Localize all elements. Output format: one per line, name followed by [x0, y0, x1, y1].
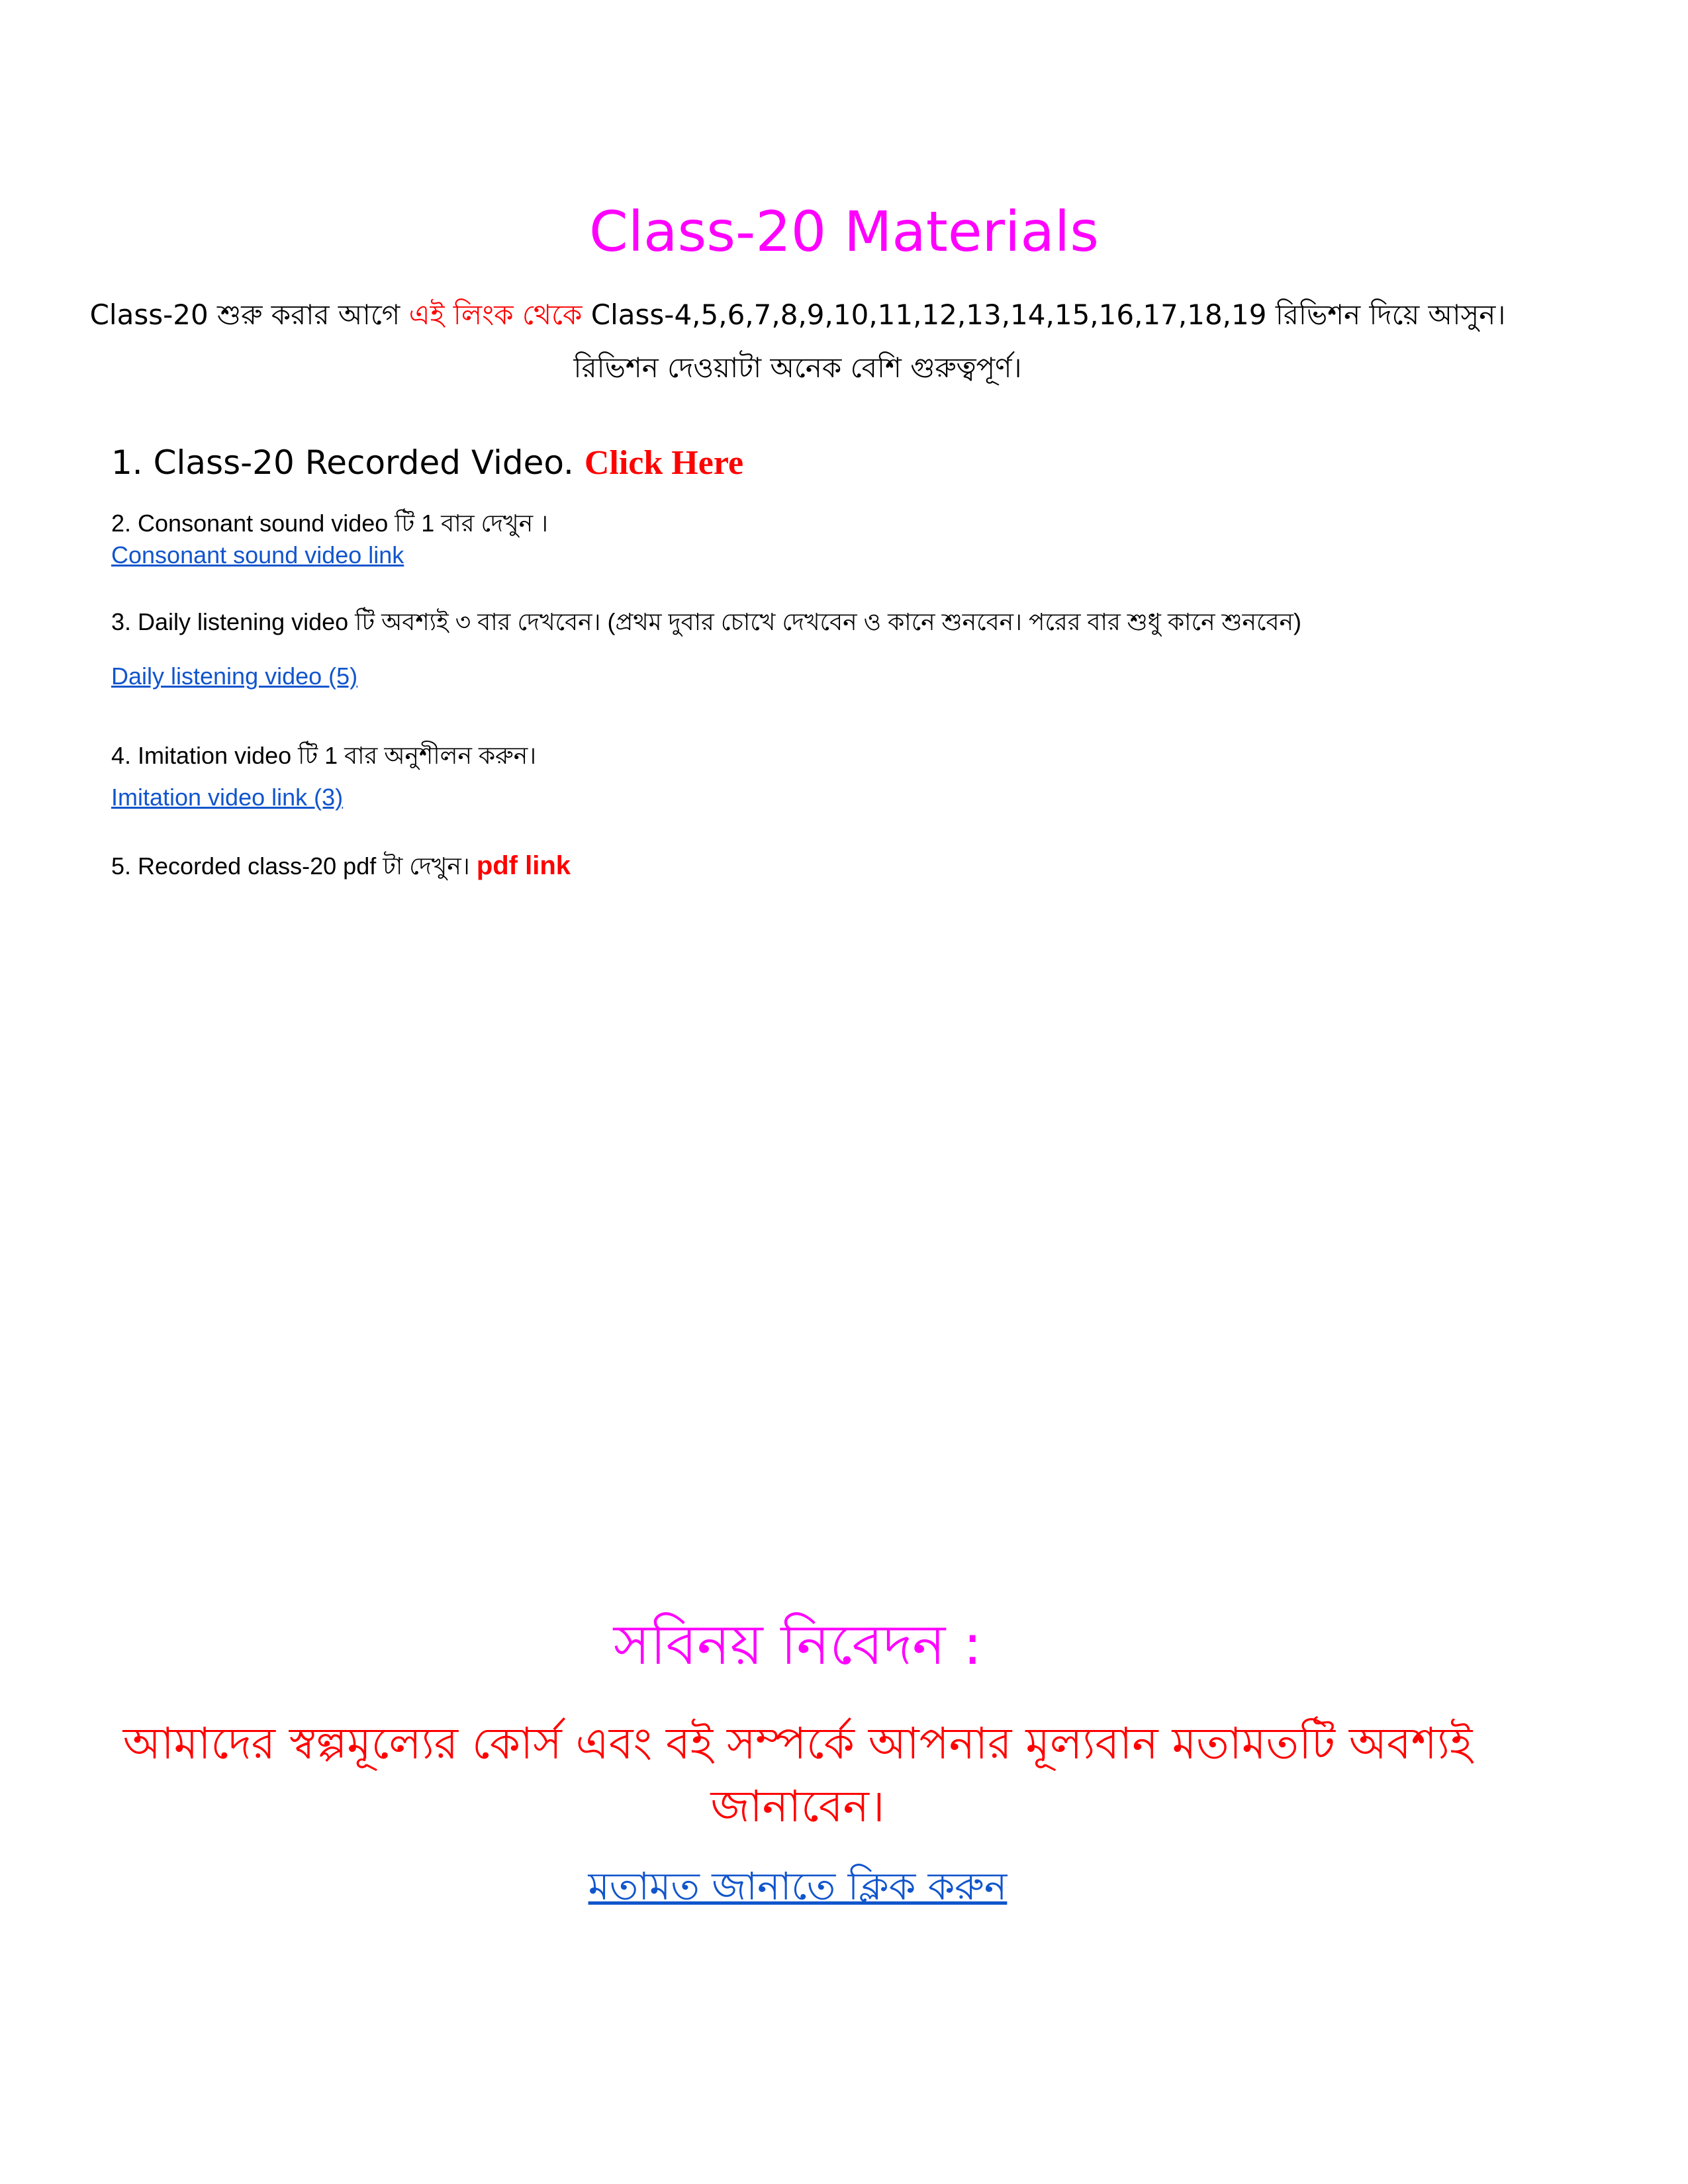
- pdf-link[interactable]: pdf link: [476, 851, 571, 880]
- imitation-video-link[interactable]: Imitation video link (3): [111, 784, 344, 811]
- item-2-link-row: [111, 539, 404, 572]
- item-3-text: 3. Daily listening video টি অবশ্যই ৩ বার দেখবেন। (প্রথম দুবার চোখে দেখবেন ও কানে শুনবেন। পরের বার শুধু কানে শুনবেন): [111, 608, 1302, 635]
- item-4-link-row: [111, 781, 343, 814]
- item-5: [111, 849, 571, 883]
- item-5-text: 5. Recorded class-20 pdf টা দেখুন।: [111, 852, 477, 880]
- daily-listening-video-link[interactable]: Daily listening video (5): [111, 662, 358, 690]
- request-line-2: জানাবেন।: [710, 1781, 885, 1832]
- item-1: [111, 439, 743, 486]
- intro-prefix: Class-20 শুরু করার আগে: [89, 298, 409, 331]
- item-3-link-row: [111, 660, 357, 693]
- intro-line-2: রিভিশন দেওয়াটা অনেক বেশি গুরুত্বপূর্ণ।: [573, 351, 1022, 384]
- revision-link[interactable]: এই লিংক থেকে: [408, 298, 583, 331]
- item-1-text: 1. Class-20 Recorded Video.: [111, 443, 585, 482]
- page-title: Class-20 Materials: [589, 199, 1099, 264]
- item-2-text: 2. Consonant sound video টি 1 বার দেখুন ।: [111, 510, 549, 537]
- feedback-row: [0, 1856, 1595, 1916]
- request-line-1: আমাদের স্বল্পমূল্যের কোর্স এবং বই সম্পর্কে আপনার মূল্যবান মতামতটি অবশ্যই: [122, 1718, 1473, 1769]
- consonant-sound-video-link[interactable]: Consonant sound video link: [111, 541, 404, 569]
- request-heading: সবিনয় নিবেদন :: [613, 1612, 982, 1677]
- item-4-text: 4. Imitation video টি 1 বার অনুশীলন করুন।: [111, 742, 537, 769]
- recorded-video-link[interactable]: Click Here: [584, 444, 744, 482]
- feedback-link[interactable]: মতামত জানাতে ক্লিক করুন: [588, 1864, 1008, 1909]
- intro-suffix: Class-4,5,6,7,8,9,10,11,12,13,14,15,16,17,18,19 রিভিশন দিয়ে আসুন।: [582, 298, 1506, 331]
- intro-line-1: [0, 295, 1595, 335]
